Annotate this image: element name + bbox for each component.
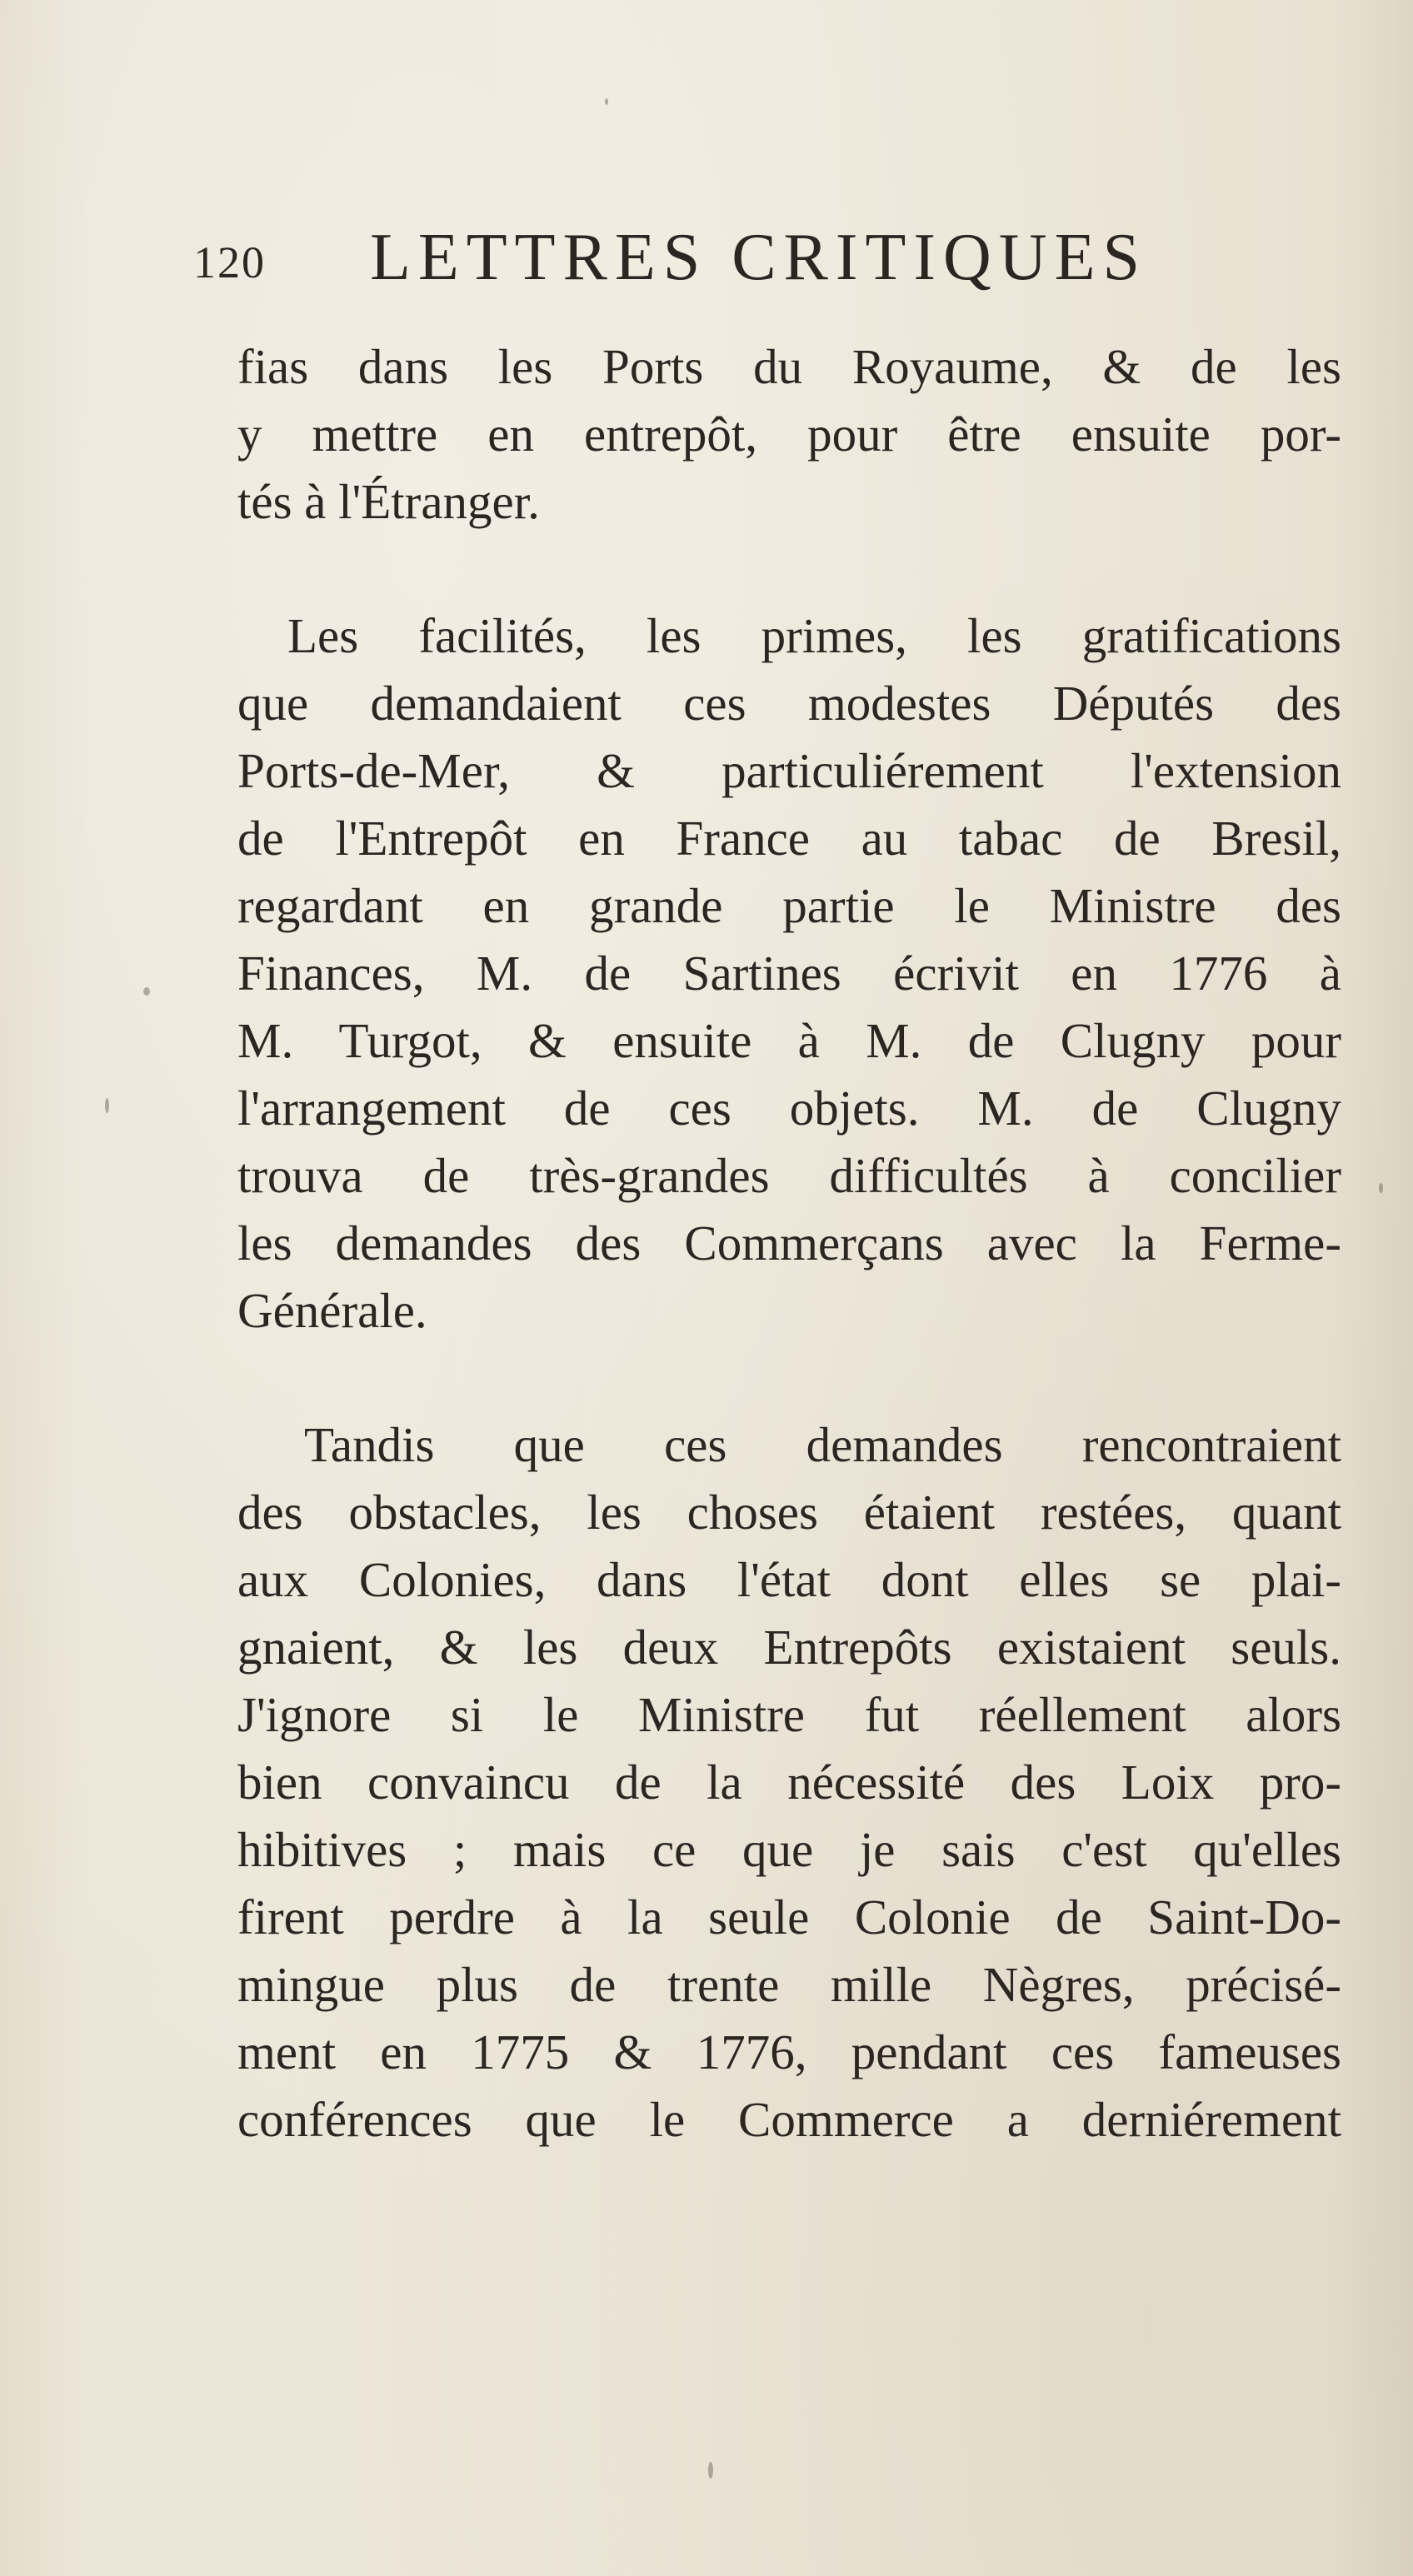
paragraph-3 <box>237 1411 1341 2154</box>
body-text <box>237 333 1341 2154</box>
paragraph-spacer <box>237 536 1341 602</box>
text-line: Tandis que ces demandes rencontraient <box>304 1417 1341 1472</box>
paragraph-1 <box>237 333 1341 536</box>
text-line: fias dans les Ports du Royaume, & de les <box>237 339 1341 394</box>
text-line: gnaient, & les deux Entrepôts existaient seuls. <box>237 1620 1341 1675</box>
text-line: les demandes des Commerçans avec la Ferme- <box>237 1216 1341 1271</box>
text-line: conférences que le Commerce a derniérement <box>237 2092 1341 2147</box>
text-line: Ports-de-Mer, & particuliérement l'extension <box>237 743 1341 798</box>
paper-speck <box>708 2462 713 2479</box>
text-line: hibitives ; mais ce que je sais c'est qu'elles <box>237 1822 1341 1877</box>
text-line: bien convaincu de la nécessité des Loix pro- <box>237 1755 1341 1810</box>
text-line: y mettre en entrepôt, pour être ensuite por- <box>237 407 1341 462</box>
text-line: J'ignore si le Ministre fut réellement alors <box>237 1687 1341 1742</box>
paper-speck <box>1379 1183 1383 1193</box>
text-line: mingue plus de trente mille Nègres, précisé- <box>237 1957 1341 2012</box>
text-line: trouva de très-grandes difficultés à concilier <box>237 1148 1341 1203</box>
text-line: regardant en grande partie le Ministre des <box>237 878 1341 933</box>
page-number: 120 <box>193 237 266 287</box>
text-line: ment en 1775 & 1776, pendant ces fameuses <box>237 2024 1341 2079</box>
text-line: M. Turgot, & ensuite à M. de Clugny pour <box>237 1013 1341 1068</box>
text-line: Générale. <box>237 1283 427 1338</box>
text-line: aux Colonies, dans l'état dont elles se plai- <box>237 1552 1341 1607</box>
text-line: l'arrangement de ces objets. M. de Clugny <box>237 1081 1341 1136</box>
text-line: de l'Entrepôt en France au tabac de Bresil, <box>237 811 1341 866</box>
running-title: LETTRES CRITIQUES <box>370 221 1147 294</box>
paper-speck <box>605 98 608 105</box>
text-line: tés à l'Étranger. <box>237 474 540 529</box>
text-line: Finances, M. de Sartines écrivit en 1776 à <box>237 946 1341 1001</box>
paper-speck <box>143 987 150 996</box>
text-line: que demandaient ces modestes Députés des <box>237 676 1341 731</box>
paragraph-2 <box>237 602 1341 1345</box>
text-line: des obstacles, les choses étaient restées, quant <box>237 1485 1341 1540</box>
paragraph-spacer <box>237 1345 1341 1411</box>
page-header <box>193 218 1226 293</box>
text-line: firent perdre à la seule Colonie de Saint-Do- <box>237 1890 1341 1944</box>
text-line: Les facilités, les primes, les gratifications <box>287 608 1341 663</box>
paper-speck <box>105 1098 109 1113</box>
